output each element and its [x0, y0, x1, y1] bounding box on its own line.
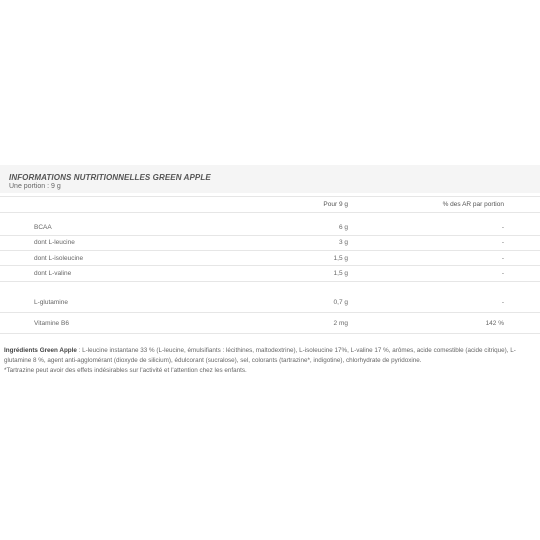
nutrient-ar: 142 %	[485, 320, 504, 327]
divider	[0, 265, 540, 266]
nutrient-name: dont L-valine	[34, 270, 72, 277]
nutrient-per-portion: 2 mg	[333, 320, 348, 327]
divider	[0, 281, 540, 282]
divider	[0, 235, 540, 236]
nutrient-ar: -	[501, 239, 504, 246]
column-header-ar: % des AR par portion	[442, 201, 504, 208]
nutrient-per-portion: 1,5 g	[333, 255, 348, 262]
nutrient-per-portion: 6 g	[338, 224, 348, 231]
nutrient-name: Vitamine B6	[34, 320, 69, 327]
nutrient-ar: -	[501, 299, 504, 306]
table-row	[0, 320, 540, 334]
nutrient-name: dont L-isoleucine	[34, 255, 84, 262]
portion-size: Une portion : 9 g	[9, 183, 61, 190]
divider	[0, 196, 540, 197]
table-row	[0, 255, 540, 269]
column-header-per-portion: Pour 9 g	[323, 201, 348, 208]
nutrition-title: INFORMATIONS NUTRITIONNELLES GREEN APPLE	[9, 173, 211, 182]
ingredients-text	[4, 346, 534, 366]
nutrient-per-portion: 1,5 g	[333, 270, 348, 277]
nutrient-name: L-glutamine	[34, 299, 68, 306]
divider	[0, 312, 540, 313]
ingredients-label: Ingrédients Green Apple	[4, 347, 77, 354]
divider	[0, 250, 540, 251]
table-row	[0, 299, 540, 313]
nutrient-ar: -	[501, 255, 504, 262]
tartrazine-note: *Tartrazine peut avoir des effets indésirables sur l'activité et l'attention chez les enfants.	[4, 367, 247, 374]
ingredients-list: : L-leucine instantane 33 % (L-leucine, émulsifiants : lécithines, maltodextrine), L-isoleucine 17%, L-valine 17 %, arômes, acide comestible (acide citrique), L-glutamine 8 %, agent anti-agglomérant (dioxyde de silicium), édulcorant (sucralose), sel, colorants (tartrazine*, indigotine), chlorhydrate de pyridoxine.	[4, 347, 516, 365]
nutrient-ar: -	[501, 270, 504, 277]
divider	[0, 212, 540, 213]
divider	[0, 333, 540, 334]
nutrient-name: dont L-leucine	[34, 239, 75, 246]
nutrient-per-portion: 3 g	[338, 239, 348, 246]
nutrient-per-portion: 0,7 g	[333, 299, 348, 306]
nutrient-ar: -	[501, 224, 504, 231]
nutrient-name: BCAA	[34, 224, 52, 231]
